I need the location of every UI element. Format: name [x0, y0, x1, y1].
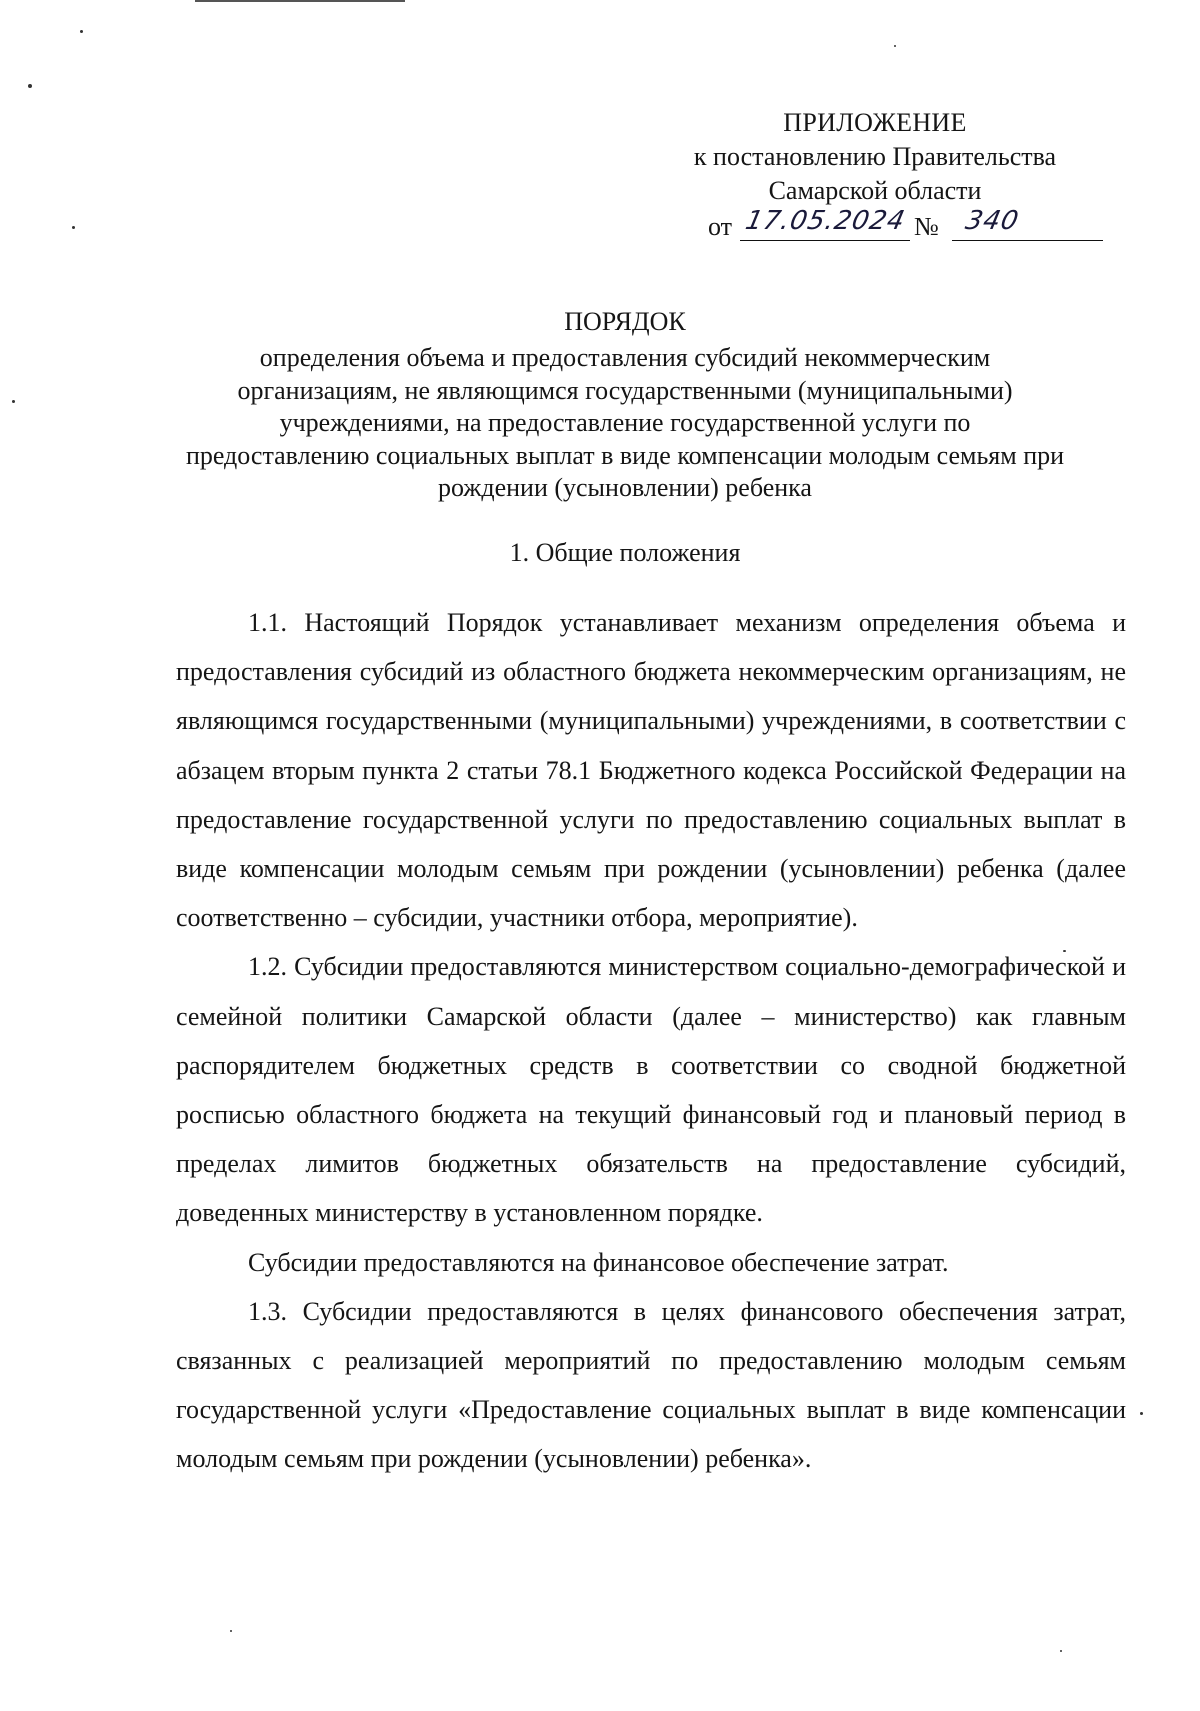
scan-speck — [28, 84, 32, 88]
scan-speck — [72, 226, 75, 229]
date-field — [740, 206, 910, 241]
number-label: № — [914, 212, 939, 241]
document-subtitle: определения объема и предоставления субсидий некоммерческим организациям, не являющимся государственными (муниципальными) учреждениями, на предоставление государственной услуги по предоставлению социальных выплат в виде компенсации молодым семьям при рождении (усыновлении) ребенка — [185, 343, 1065, 502]
paragraph-1-3: 1.3. Субсидии предоставляются в целях финансового обеспечения затрат, связанных с реализацией мероприятий по предоставлению молодым семьям государственной услуги «Предоставление социальных выплат в виде компенсации молодым семьям при рождении (усыновлении) ребенка». — [176, 1296, 1126, 1474]
appendix-date-number-line — [708, 206, 1103, 246]
handwritten-number: 340 — [962, 206, 1022, 236]
scan-speck — [80, 30, 83, 33]
scan-top-edge-line — [195, 0, 405, 2]
appendix-line-region: Самарской области — [768, 176, 982, 205]
paragraph-1-1: 1.1. Настоящий Порядок устанавливает механизм определения объема и предоставления субсидий из областного бюджета некоммерческим организациям, не являющимся государственными (муниципальными) учреждениями, в соответствии с абзацем вторым пункта 2 статьи 78.1 Бюджетного кодекса Российской Федерации на предоставление государственной услуги по предоставлению социальных выплат в виде компенсации молодым семьям при рождении (усыновлении) ребенка (далее соответственно – субсидии, участники отбора, мероприятие). — [176, 608, 1126, 933]
handwritten-date: 17.05.2024 — [742, 206, 909, 236]
document-body — [176, 598, 1126, 1484]
date-prefix: от — [708, 212, 733, 241]
paragraph-financing-note: Субсидии предоставляются на финансовое обеспечение затрат. — [248, 1247, 949, 1277]
scan-speck — [230, 1630, 232, 1632]
scan-speck — [1060, 1650, 1062, 1652]
number-field — [952, 206, 1103, 241]
scan-speck — [12, 400, 15, 403]
appendix-title: ПРИЛОЖЕНИЕ — [783, 108, 967, 137]
document-title: ПОРЯДОК — [564, 307, 686, 336]
scan-speck — [1140, 1412, 1143, 1415]
section-heading: 1. Общие положения — [509, 538, 741, 567]
appendix-line-resolution: к постановлению Правительства — [693, 142, 1057, 171]
scan-speck — [894, 45, 896, 47]
appendix-header — [650, 106, 1100, 208]
paragraph-1-2: 1.2. Субсидии предоставляются министерством социально-демографической и семейной политики Самарской области (далее – министерство) как главным распорядителем бюджетных средств в соответствии со сводной бюджетной росписью областного бюджета на текущий финансовый год и плановый период в пределах лимитов бюджетных обязательств на предоставление субсидий, доведенных министерству в установленном порядке. — [176, 952, 1126, 1228]
